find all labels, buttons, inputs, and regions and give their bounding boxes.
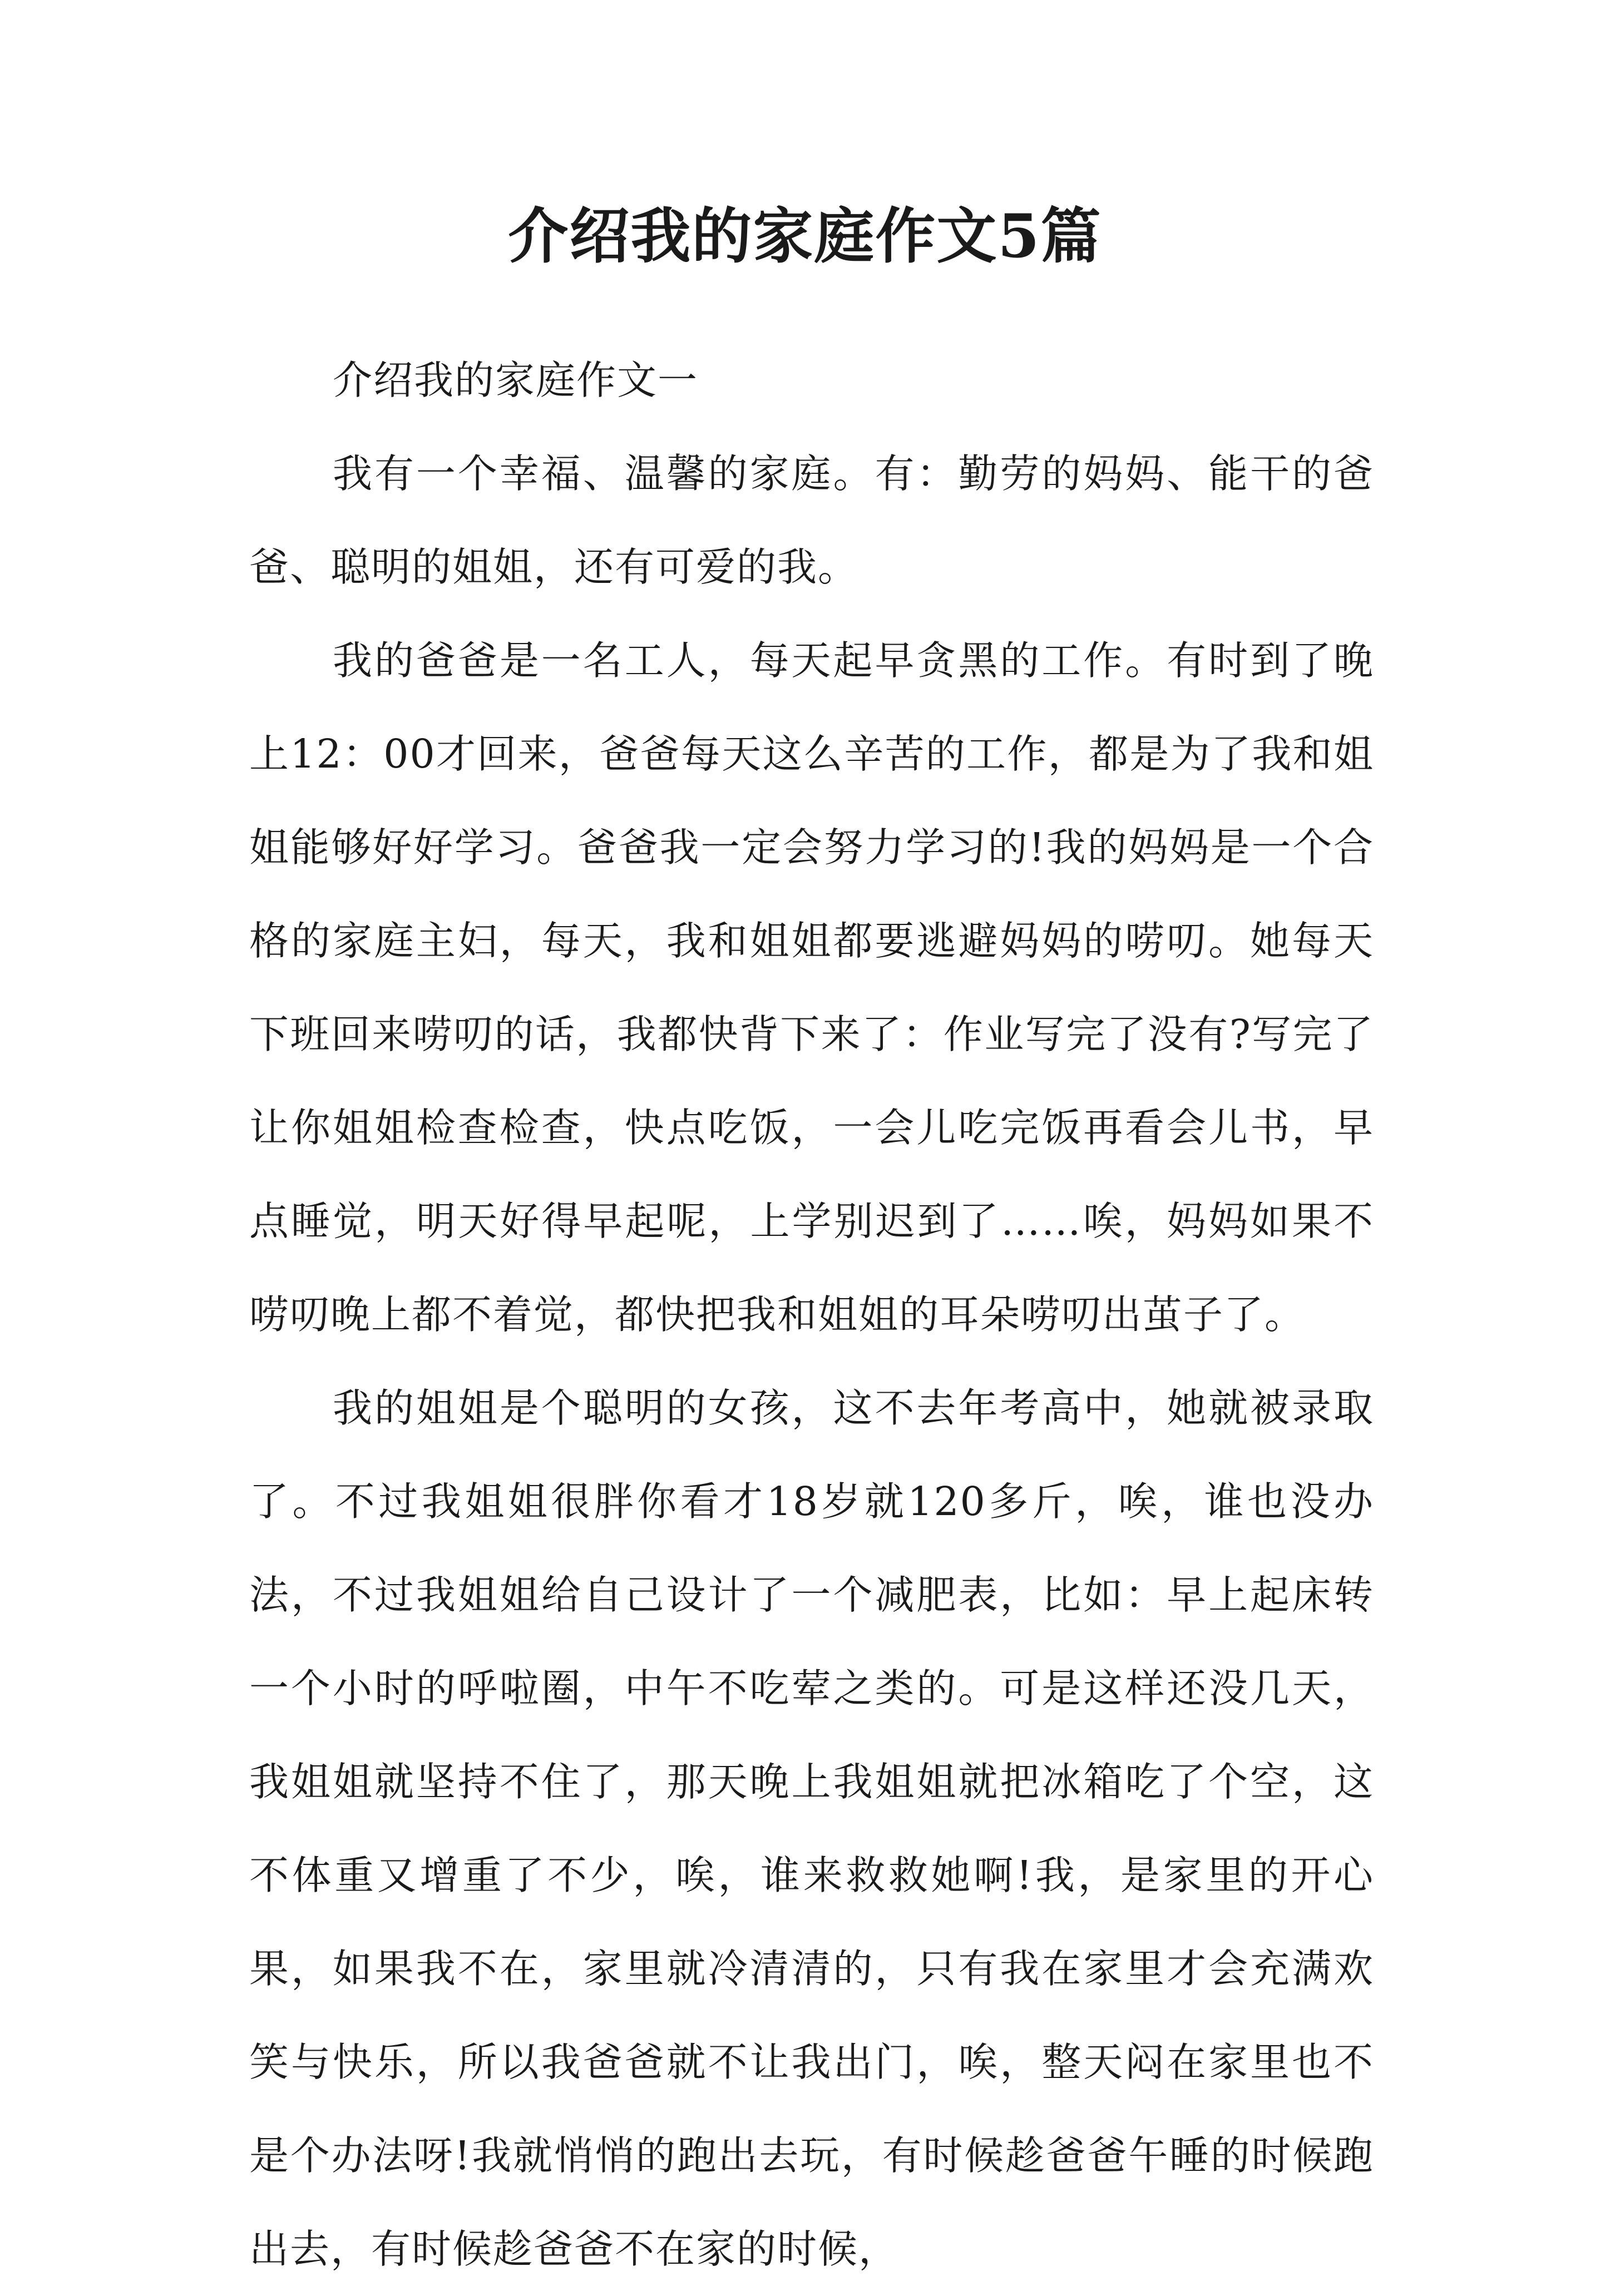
section-heading: 介绍我的家庭作文一 <box>333 357 699 403</box>
document-title: 介绍我的家庭作文5篇 <box>508 201 1102 271</box>
document-body <box>249 334 1374 2296</box>
paragraph-1: 我有一个幸福、温馨的家庭。有：勤劳的妈妈、能干的爸爸、聪明的姐姐，还有可爱的我。 <box>249 451 1374 590</box>
paragraph-2: 我的爸爸是一名工人，每天起早贪黑的工作。有时到了晚上12：00才回来，爸爸每天这么辛苦的工作，都是为了我和姐姐能够好好学习。爸爸我一定会努力学习的!我的妈妈是一个合格的家庭主妇，每天，我和姐姐都要逃避妈妈的唠叨。她每天下班回来唠叨的话，我都快背下来了：作业写完了没有?写完了让你姐姐检查检查，快点吃饭，一会儿吃完饭再看会儿书，早点睡觉，明天好得早起呢，上学别迟到了……唉，妈妈如果不唠叨晚上都不着觉，都快把我和姐姐的耳朵唠叨出茧子了。 <box>249 637 1374 1338</box>
paragraph-3: 我的姐姐是个聪明的女孩，这不去年考高中，她就被录取了。不过我姐姐很胖你看才18岁就120多斤，唉，谁也没办法，不过我姐姐给自己设计了一个减肥表，比如：早上起床转一个小时的呼啦圈，中午不吃荤之类的。可是这样还没几天，我姐姐就坚持不住了，那天晚上我姐姐就把冰箱吃了个空，这不体重又增重了不少，唉，谁来救救她啊!我，是家里的开心果，如果我不在，家里就冷清清的，只有我在家里才会充满欢笑与快乐，所以我爸爸就不让我出门，唉，整天闷在家里也不是个办法呀!我就悄悄的跑出去玩，有时候趁爸爸午睡的时候跑出去，有时候趁爸爸不在家的时候， <box>249 1385 1374 2272</box>
